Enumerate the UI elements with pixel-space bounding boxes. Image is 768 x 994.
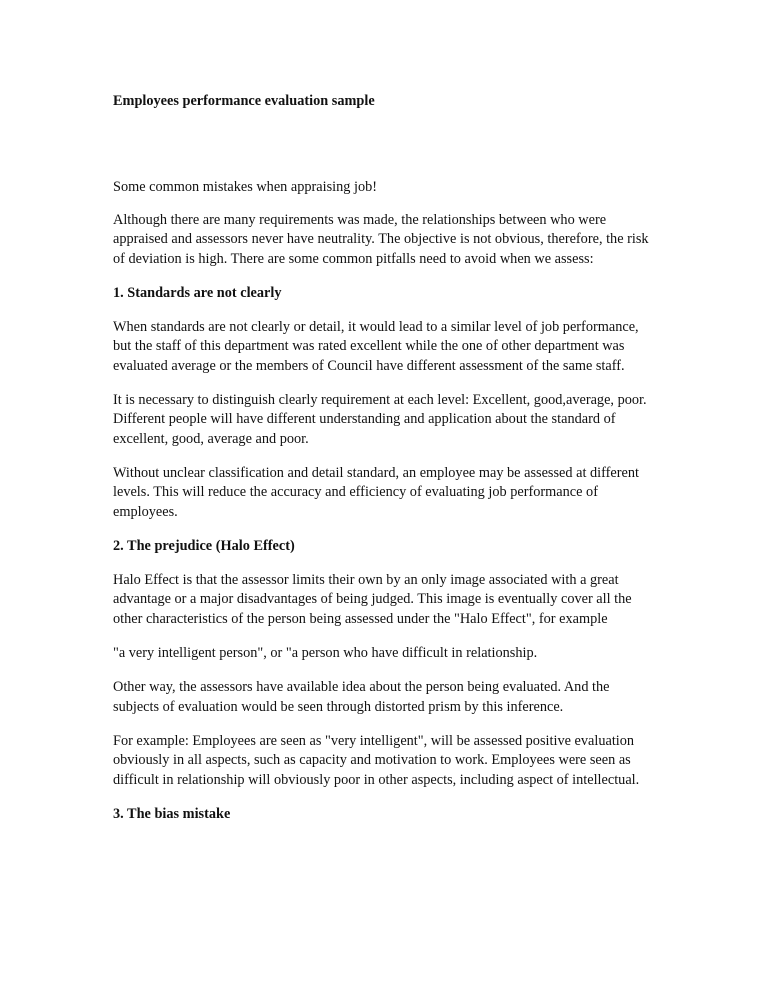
section-paragraph: Halo Effect is that the assessor limits their own by an only image associated with a great advantage or a major disadvantages of being judged. This image is eventually cover all the other characteristics of the person being assessed under the "Halo Effect", for example bbox=[113, 572, 632, 627]
document-title: Employees performance evaluation sample bbox=[113, 93, 375, 109]
section-paragraph: "a very intelligent person", or "a person who have difficult in relationship. bbox=[113, 645, 538, 662]
intro-paragraph: Although there are many requirements was made, the relationships between who were appraised and assessors never have neutrality. The objective is not obvious, therefore, the risk of deviation is high. There are some common pitfalls need to avoid when we assess: bbox=[113, 212, 649, 267]
intro-heading: Some common mistakes when appraising job! bbox=[113, 179, 378, 195]
section-paragraph: It is necessary to distinguish clearly requirement at each level: Excellent, good,average, poor. Different people will have different understanding and application about the standard of excellent, good, average and poor. bbox=[113, 392, 647, 447]
section-paragraph: For example: Employees are seen as "very intelligent", will be assessed positive evaluation obviously in all aspects, such as capacity and motivation to work. Employees were seen as difficult in relationship will obviously poor in other aspects, including aspect of intellectual. bbox=[113, 732, 640, 788]
document-flow bbox=[113, 211, 658, 839]
section-paragraph: Without unclear classification and detail standard, an employee may be assessed at different levels. This will reduce the accuracy and efficiency of evaluating job performance of employees. bbox=[113, 464, 639, 520]
section-paragraph: When standards are not clearly or detail, it would lead to a similar level of job performance, but the staff of this department was rated excellent while the one of other department was evaluated average or the members of Council have different assessment of the same staff. bbox=[113, 319, 639, 374]
section-heading-standards: 1. Standards are not clearly bbox=[113, 284, 282, 301]
section-heading-halo-effect: 2. The prejudice (Halo Effect) bbox=[113, 537, 295, 554]
section-paragraph: Other way, the assessors have available idea about the person being evaluated. And the subjects of evaluation would be seen through distorted prism by this inference. bbox=[113, 679, 610, 715]
section-heading-bias: 3. The bias mistake bbox=[113, 805, 231, 822]
